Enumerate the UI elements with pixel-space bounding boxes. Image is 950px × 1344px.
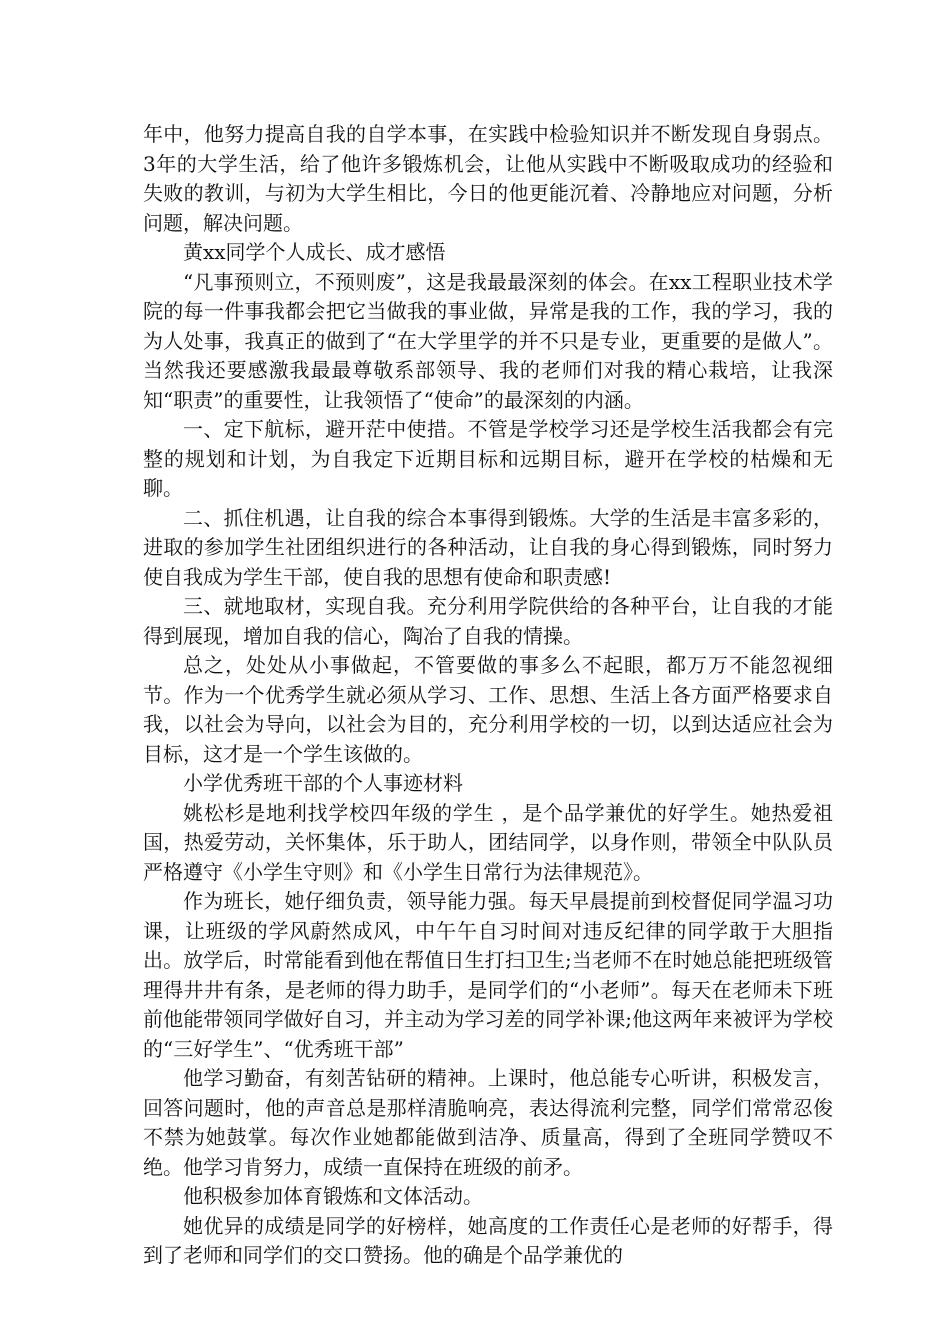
paragraph: 年中，他努力提高自我的自学本事，在实践中检验知识并不断发现自身弱点。3年的大学生活，给了他许多锻炼机会，让他从实践中不断吸取成功的经验和失败的教训，与初为大学生相比，今日的他更能沉着、冷静地应对问题，分析问题，解决问题。	[143, 122, 833, 235]
paragraph: 二、抓住机遇，让自我的综合本事得到锻炼。大学的生活是丰富多彩的，进取的参加学生社团组织进行的各种活动，让自我的身心得到锻炼，同时努力使自我成为学生干部，使自我的思想有使命和职责感!	[143, 505, 833, 589]
paragraph: 作为班长，她仔细负责，领导能力强。每天早晨提前到校督促同学温习功课，让班级的学风蔚然成风，中午午自习时间对违反纪律的同学敢于大胆指出。放学后，时常能看到他在帮值日生打扫卫生;当老师不在时她总能把班级管理得井井有条，是老师的得力助手，是同学们的“小老师”。每天在老师未下班前他能带领同学做好自习，并主动为学习差的同学补课;他这两年来被评为学校的“三好学生”、“优秀班干部”	[143, 889, 833, 1061]
paragraph: “凡事预则立，不预则废”，这是我最最深刻的体会。在xx工程职业技术学院的每一件事我都会把它当做我的事业做，异常是我的工作，我的学习，我的为人处事，我真正的做到了“在大学里学的并不只是专业，更重要的是做人”。当然我还要感激我最最尊敬系部领导、我的老师们对我的精心栽培，让我深知“职责”的重要性，让我领悟了“使命”的最深刻的内涵。	[143, 269, 833, 412]
document-page	[143, 120, 833, 1271]
paragraph: 他学习勤奋，有刻苦钻研的精神。上课时，他总能专心听讲，积极发言，回答问题时，他的声音总是那样清脆响亮，表达得流利完整，同学们常常忍俊不禁为她鼓掌。每次作业她都能做到洁净、质量高，得到了全班同学赞叹不绝。他学习肯努力，成绩一直保持在班级的前矛。	[143, 1066, 833, 1179]
paragraph: 她优异的成绩是同学的好榜样，她高度的工作责任心是老师的好帮手，得到了老师和同学们的交口赞扬。他的确是个品学兼优的	[143, 1213, 833, 1267]
paragraph: 总之，处处从小事做起，不管要做的事多么不起眼，都万万不能忽视细节。作为一个优秀学生就必须从学习、工作、思想、生活上各方面严格要求自我，以社会为导向，以社会为目的，充分利用学校的一切，以到达适应社会为目标，这才是一个学生该做的。	[143, 653, 833, 766]
paragraph: 他积极参加体育锻炼和文体活动。	[183, 1184, 483, 1208]
paragraph: 三、就地取材，实现自我。充分利用学院供给的各种平台，让自我的才能得到展现，增加自我的信心，陶冶了自我的情操。	[143, 594, 833, 648]
section-heading: 黄xx同学个人成长、成才感悟	[183, 240, 446, 264]
section-heading: 小学优秀班干部的个人事迹材料	[183, 771, 463, 795]
paragraph: 一、定下航标，避开茫中使措。不管是学校学习还是学校生活我都会有完整的规划和计划，为自我定下近期目标和远期目标，避开在学校的枯燥和无聊。	[143, 417, 833, 500]
paragraph: 姚松杉是地利找学校四年级的学生 ，是个品学兼优的好学生。她热爱祖国，热爱劳动，关怀集体，乐于助人，团结同学，以身作则，带领全中队队员严格遵守《小学生守则》和《小学生日常行为法律规范》。	[143, 800, 833, 884]
